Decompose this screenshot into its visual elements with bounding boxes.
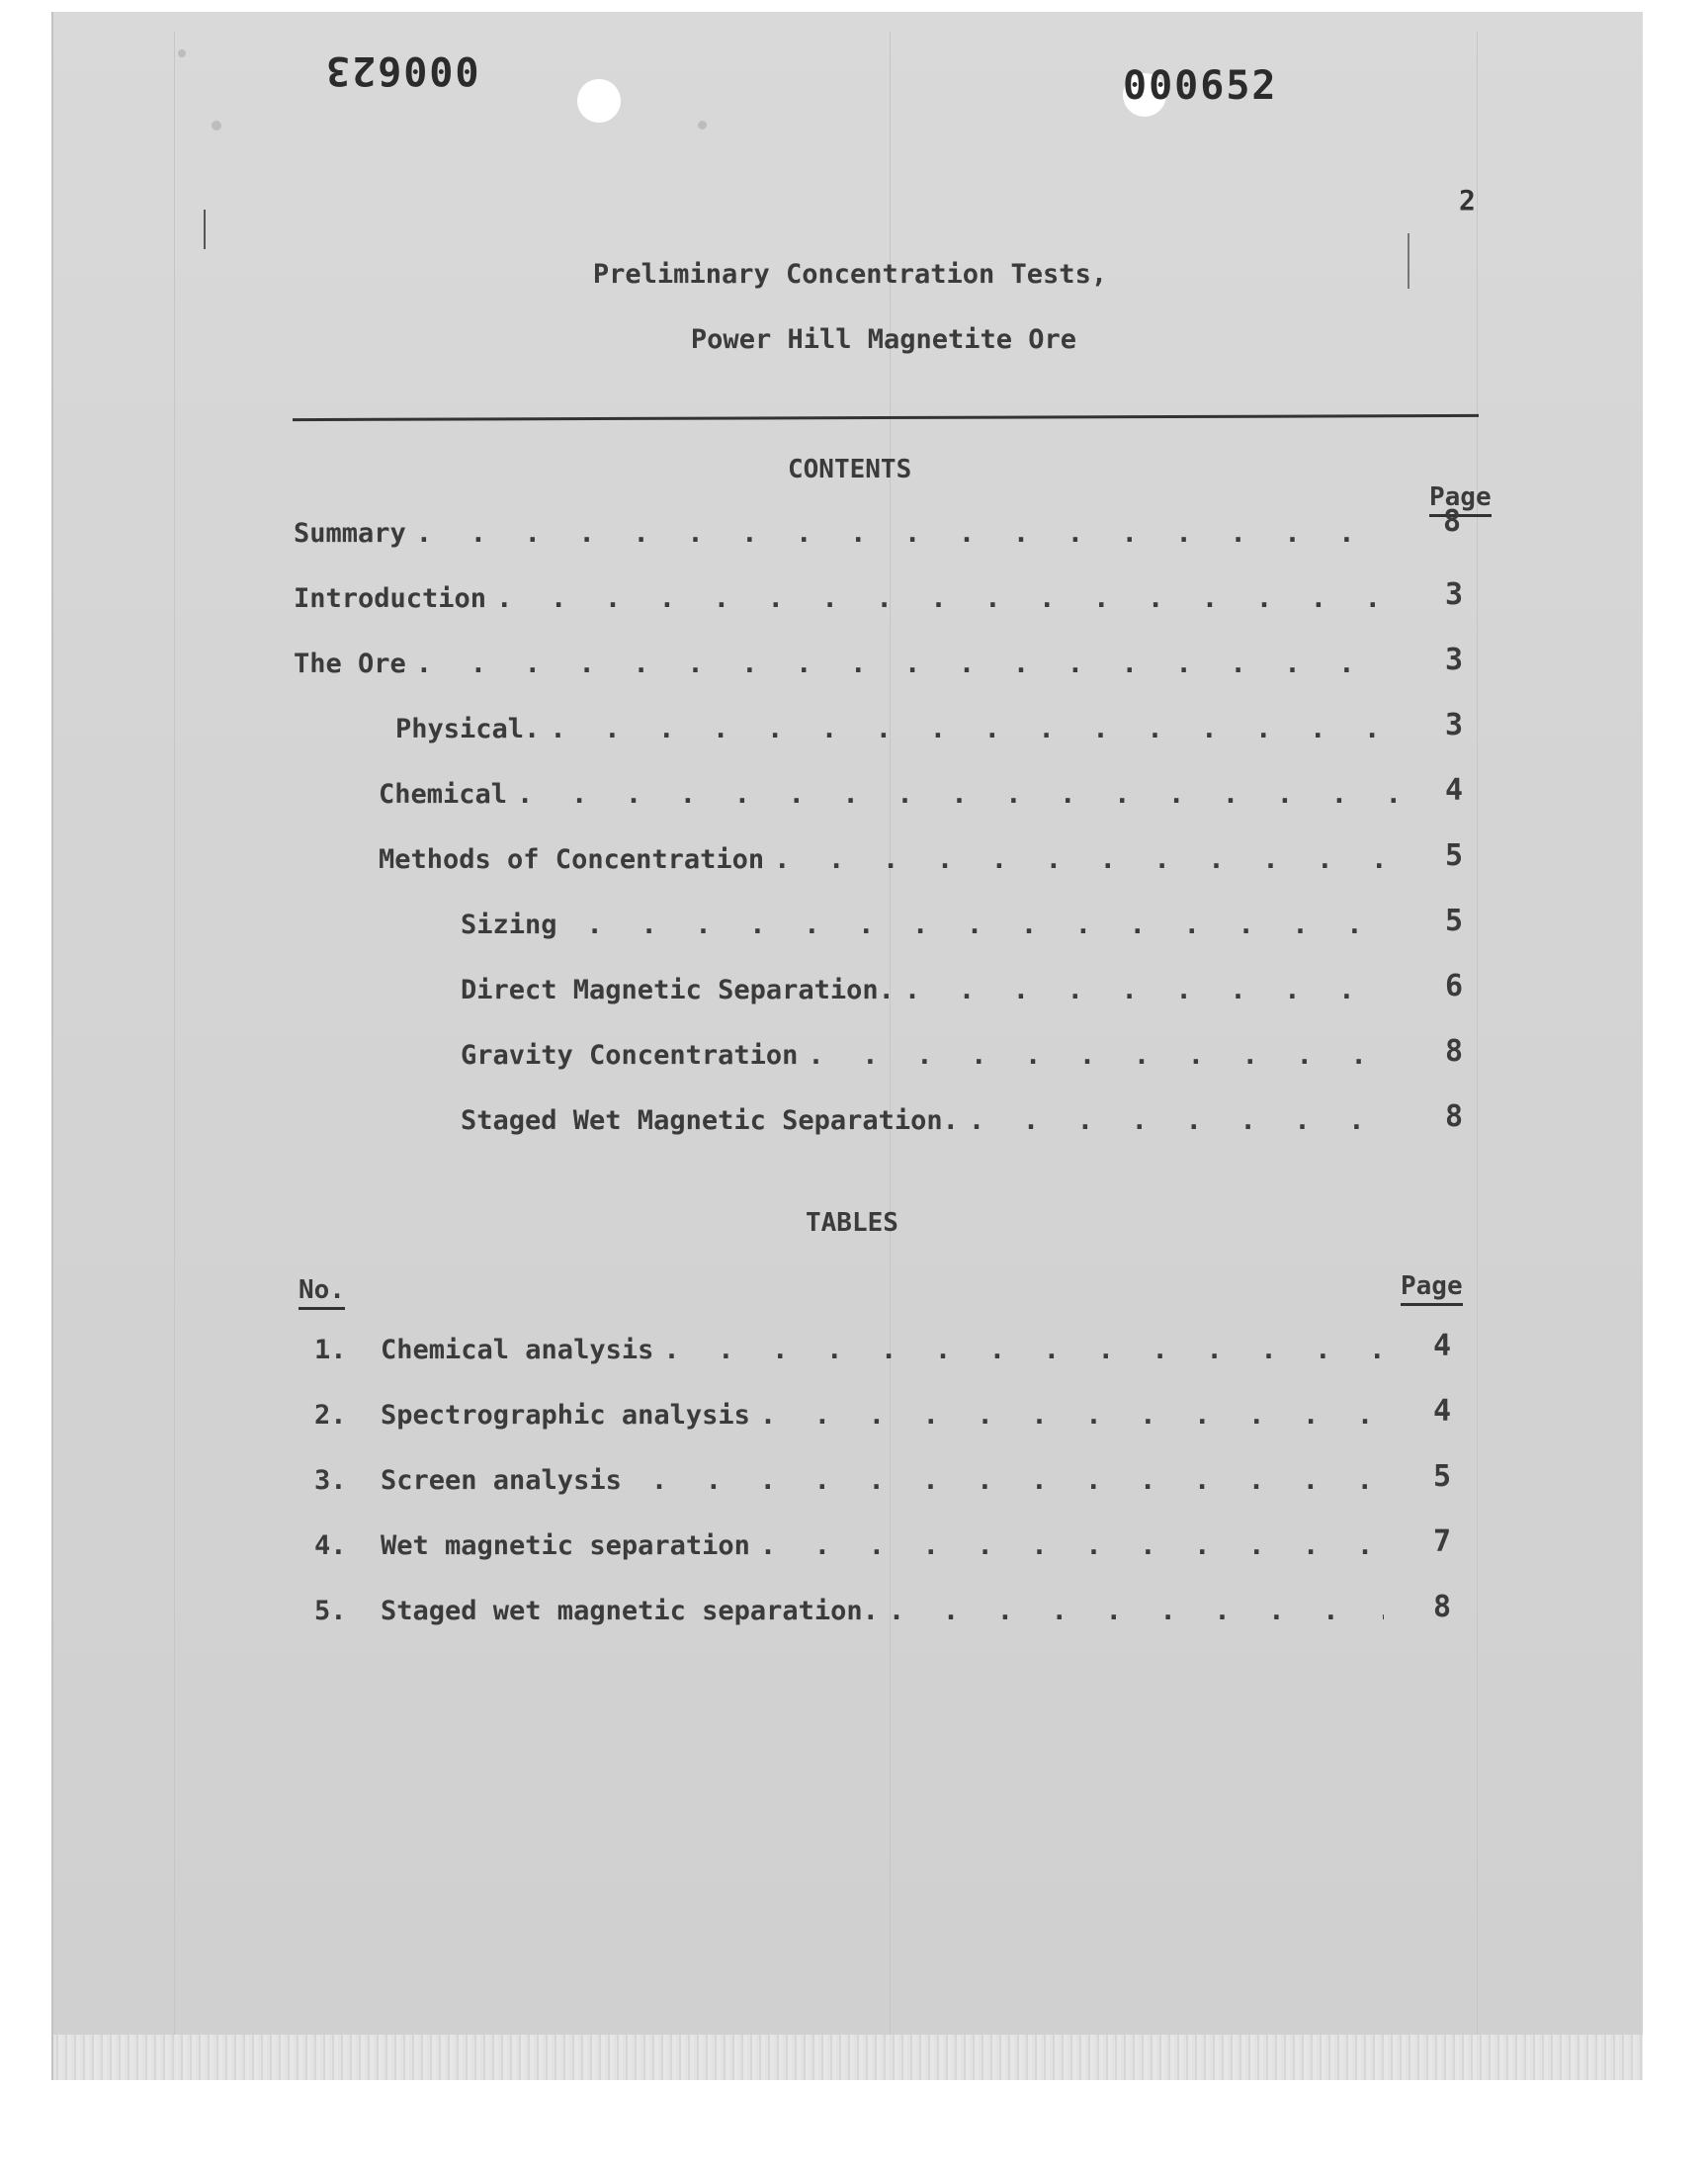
contents-item-page: 8 <box>1442 504 1462 539</box>
table-item <box>381 1400 1384 1439</box>
leader-dots <box>663 1335 1384 1365</box>
contents-item-label: Staged Wet Magnetic Separation. <box>461 1105 959 1136</box>
leader-dots <box>774 844 1399 875</box>
page-number: 2 <box>1459 184 1476 217</box>
contents-item-page: 8 <box>1444 1034 1464 1069</box>
leader-dots <box>587 910 1399 940</box>
table-item-page: 4 <box>1432 1329 1452 1363</box>
speck <box>178 49 186 57</box>
table-item-page: 5 <box>1432 1459 1452 1494</box>
table-item-number: 5. <box>314 1596 347 1626</box>
contents-item-page: 8 <box>1444 1099 1464 1134</box>
contents-page-column-label: Page <box>1429 482 1492 517</box>
stamp-number-right: 000652 <box>1123 63 1278 109</box>
leader-dots <box>517 779 1399 810</box>
table-item <box>381 1596 1384 1635</box>
leader-dots <box>760 1530 1384 1561</box>
table-item-label: Screen analysis <box>381 1465 622 1496</box>
contents-item-page: 6 <box>1444 969 1464 1003</box>
leader-dots <box>550 714 1399 744</box>
leader-dots <box>760 1400 1384 1431</box>
contents-item <box>379 779 1399 819</box>
contents-item-label: Sizing <box>461 910 557 940</box>
leader-dots <box>416 649 1399 679</box>
tables-page-column-label: Page <box>1401 1271 1463 1306</box>
leader-dots <box>889 1596 1384 1626</box>
table-item-page: 4 <box>1432 1394 1452 1429</box>
table-item-number: 3. <box>314 1465 347 1496</box>
contents-item-page: 3 <box>1444 643 1464 677</box>
margin-mark <box>204 210 206 249</box>
speck <box>698 121 707 130</box>
table-item-label: Staged wet magnetic separation. <box>381 1596 879 1626</box>
table-item-page: 7 <box>1432 1524 1452 1559</box>
contents-item <box>294 518 1399 558</box>
contents-item-page: 3 <box>1444 708 1464 742</box>
table-item <box>381 1530 1384 1570</box>
contents-item-label: Physical. <box>395 714 541 744</box>
scan-artifact-stripes <box>53 2035 1643 2080</box>
table-item-label: Spectrographic analysis <box>381 1400 750 1431</box>
leader-dots <box>496 583 1399 614</box>
document-title-line-2: Power Hill Magnetite Ore <box>690 324 1077 355</box>
contents-item <box>395 714 1399 753</box>
contents-item <box>461 910 1399 949</box>
tables-heading: TABLES <box>806 1208 898 1238</box>
leader-dots <box>904 975 1399 1005</box>
table-item-number: 1. <box>314 1335 347 1365</box>
contents-item-label: Methods of Concentration <box>379 844 765 875</box>
punch-hole <box>577 79 621 123</box>
contents-item-page: 4 <box>1444 773 1464 808</box>
contents-item-page: 5 <box>1444 838 1464 873</box>
contents-item-label: Introduction <box>294 583 487 614</box>
leader-dots <box>651 1465 1384 1496</box>
contents-item-label: Chemical <box>379 779 508 810</box>
contents-item-page: 5 <box>1444 904 1464 938</box>
contents-item <box>294 583 1399 623</box>
contents-item <box>294 649 1399 688</box>
table-item-number: 4. <box>314 1530 347 1561</box>
contents-item <box>461 1105 1399 1145</box>
contents-item <box>461 1040 1399 1080</box>
contents-item <box>461 975 1399 1014</box>
contents-item-label: The Ore <box>294 649 406 679</box>
contents-item-page: 3 <box>1444 577 1464 612</box>
table-item-label: Chemical analysis <box>381 1335 654 1365</box>
table-item-label: Wet magnetic separation <box>381 1530 750 1561</box>
speck <box>212 121 221 130</box>
table-item-number: 2. <box>314 1400 347 1431</box>
table-item-page: 8 <box>1432 1590 1452 1624</box>
stamp-number-left: 000623 <box>324 47 479 93</box>
contents-heading: CONTENTS <box>788 455 912 484</box>
leader-dots <box>416 518 1399 549</box>
contents-item-label: Gravity Concentration <box>461 1040 799 1071</box>
leader-dots <box>808 1040 1399 1071</box>
contents-item-label: Summary <box>294 518 406 549</box>
contents-item-label: Direct Magnetic Separation. <box>461 975 895 1005</box>
leader-dots <box>969 1105 1399 1136</box>
table-item <box>381 1465 1384 1505</box>
tables-number-column-label: No. <box>299 1275 345 1310</box>
contents-item <box>379 844 1399 884</box>
document-title-line-1: Preliminary Concentration Tests, <box>592 259 1108 290</box>
table-item <box>381 1335 1384 1374</box>
